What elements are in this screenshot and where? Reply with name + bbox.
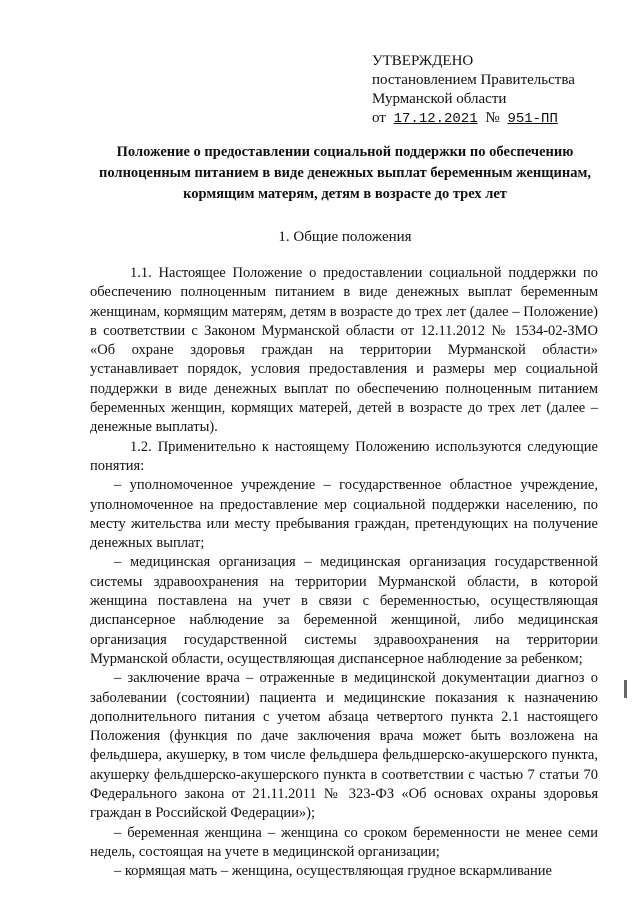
section-heading: 1. Общие положения	[278, 229, 412, 245]
number-label: №	[485, 110, 500, 126]
resolution-date: 17.12.2021	[393, 111, 478, 127]
approved-title: УТВЕРЖДЕНО	[372, 53, 474, 69]
approval-block	[372, 52, 575, 129]
paragraph: – беременная женщина – женщина со сроком беременности не менее семи недель, состоящая на учете в медицинской организации;	[90, 824, 598, 860]
paragraph: 1.1. Настоящее Положение о предоставлении социальной поддержки по обеспечению полноценным питанием в виде денежных выплат беременным женщинам, кормящим матерям, детям в возрасте до трех лет (далее – Положение) в соответствии с Законом Мурманской области от 12.11.2012 № 1534-02-ЗМО «Об охране здоровья граждан на территории Мурманской области» устанавливает порядок, условия предоставления и размеры мер социальной поддержки в виде денежных выплат по обеспечению полноценным питанием беременных женщин, кормящих матерей, детей в возрасте до трех лет (далее – денежные выплаты).	[90, 265, 598, 436]
document-title: Положение о предоставлении социальной поддержки по обеспечению полноценным питанием в виде денежных выплат беременным женщинам, кормящим матерям, детям в возрасте до трех лет	[99, 144, 591, 202]
resolution-number: 951-ПП	[507, 111, 558, 127]
paragraph: – заключение врача – отраженные в медицинской документации диагноз о заболевании (состоянии) пациента и медицинские показания к назначению дополнительного питания с учетом абзаца четвертого пункта 2.1 настоящего Положения (функция по даче заключения врача может быть возложена на фельдшера, акушерку, в том числе фельдшера фельдшерско-акушерского пункта, акушерку фельдшерско-акушерского пункта в соответствии с частью 7 статьи 70 Федерального закона от 21.11.2011 № 323-ФЗ «Об основах охраны здоровья граждан в Российской Федерации»);	[90, 670, 598, 822]
region-line: Мурманской области	[372, 91, 507, 107]
paragraph: – кормящая мать – женщина, осуществляющая грудное вскармливание	[114, 863, 552, 880]
paragraph: – уполномоченное учреждение – государственное областное учреждение, уполномоченное на предоставление мер социальной поддержки населению, по месту жительства или месту пребывания граждан, претендующих на получение денежных выплат;	[90, 477, 598, 552]
margin-mark	[624, 680, 627, 698]
paragraph: – медицинская организация – медицинская организация государственной системы здравоохранения на территории Мурманской области, в которой женщина поставлена на учет в связи с беременностью, осуществляющая диспансерное наблюдение за беременной женщиной, либо медицинская организация государственной системы здравоохранения на территории Мурманской области, осуществляющая диспансерное наблюдение за ребенком;	[90, 554, 598, 667]
approved-by-line: постановлением Правительства	[372, 72, 575, 88]
from-label: от	[372, 110, 386, 126]
paragraph: 1.2. Применительно к настоящему Положению используются следующие понятия:	[90, 438, 598, 474]
date-number-line	[372, 109, 575, 129]
document-body	[90, 264, 598, 882]
